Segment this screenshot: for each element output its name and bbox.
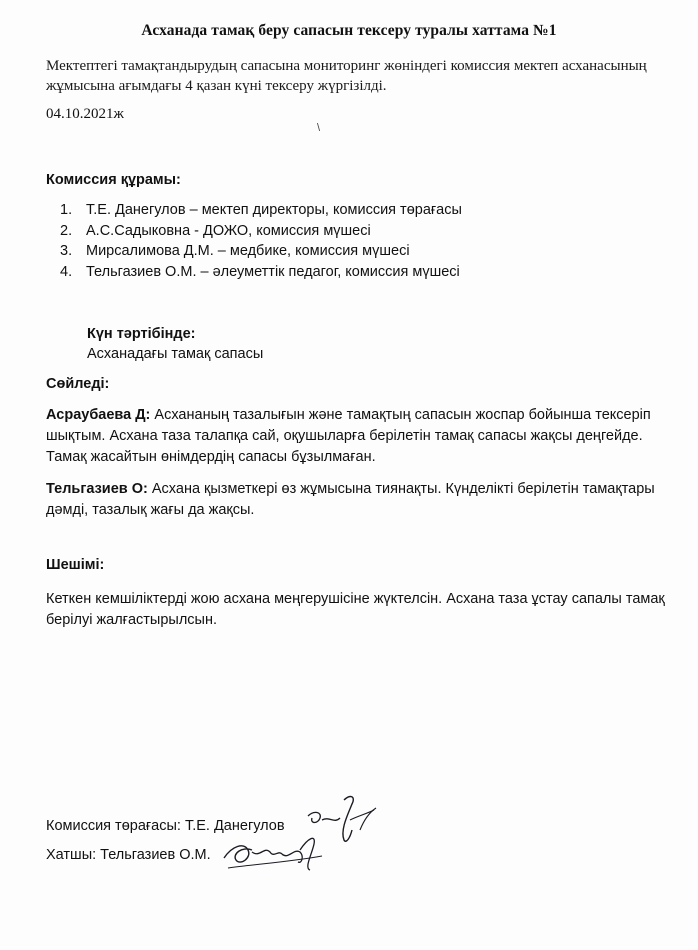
speaker-name: Асраубаева Д: (46, 407, 151, 423)
secretary-signature-line: Хатшы: Тельгазиев О.М. (46, 847, 211, 863)
agenda-text: Асханадағы тамақ сапасы (87, 346, 264, 362)
speakers-heading: Сөйледі: (46, 376, 110, 392)
commission-heading: Комиссия құрамы: (46, 172, 181, 188)
list-item (60, 262, 462, 283)
list-item-number: 2. (60, 222, 73, 239)
list-item-text: Т.Е. Данегулов – мектеп директоры, комиссия төрағасы (86, 202, 462, 218)
speaker-paragraph (46, 405, 686, 468)
speaker-text: Асхана қызметкері өз жұмысына тиянақты. Күнделікті берілетін тамақтары дәмді, тазалық жағы да жақсы. (46, 481, 655, 518)
decision-paragraph: Кеткен кемшіліктерді жою асхана меңгерушісіне жүктелсін. Асхана таза ұстау сапалы тамақ берілуі жалғастырылсын. (46, 591, 665, 628)
list-item-number: 4. (60, 263, 73, 280)
commission-member-list (60, 200, 462, 282)
list-item-text: Тельгазиев О.М. – әлеуметтік педагог, комиссия мүшесі (86, 263, 460, 280)
list-item (60, 200, 462, 221)
chair-signature-line: Комиссия төрағасы: Т.Е. Данегулов (46, 818, 285, 834)
document-date: 04.10.2021ж (46, 106, 124, 122)
list-item-number: 3. (60, 243, 73, 259)
intro-paragraph: Мектептегі тамақтандырудың сапасына мониторинг жөніндегі комиссия мектеп асханасының жұмысына ағымдағы 4 қазан күні тексеру жүргізілді. (46, 58, 647, 94)
speaker-paragraph (46, 479, 686, 521)
list-item (60, 241, 462, 262)
agenda-heading: Күн тәртібінде: (87, 326, 196, 342)
speaker-name: Тельгазиев О: (46, 481, 148, 497)
list-item (60, 221, 462, 242)
decision-heading: Шешімі: (46, 557, 105, 573)
list-item-number: 1. (60, 202, 73, 218)
list-item-text: А.С.Садыковна - ДОЖО, комиссия мүшесі (86, 222, 371, 239)
list-item-text: Мирсалимова Д.М. – медбике, комиссия мүшесі (86, 243, 410, 259)
speaker-text: Асхананың тазалығын және тамақтың сапасын жоспар бойынша тексеріп шықтым. Асхана таза талапқа сай, оқушыларға берілетін тамақ сапасы жақсы деңгейде. Тамақ жасайтын өнімдердің сапасы бұзылмаған. (46, 407, 651, 465)
stray-mark: \ (317, 122, 321, 134)
document-title: Асханада тамақ беру сапасын тексеру туралы хаттама №1 (141, 22, 557, 39)
secretary-signature-icon (218, 828, 338, 878)
